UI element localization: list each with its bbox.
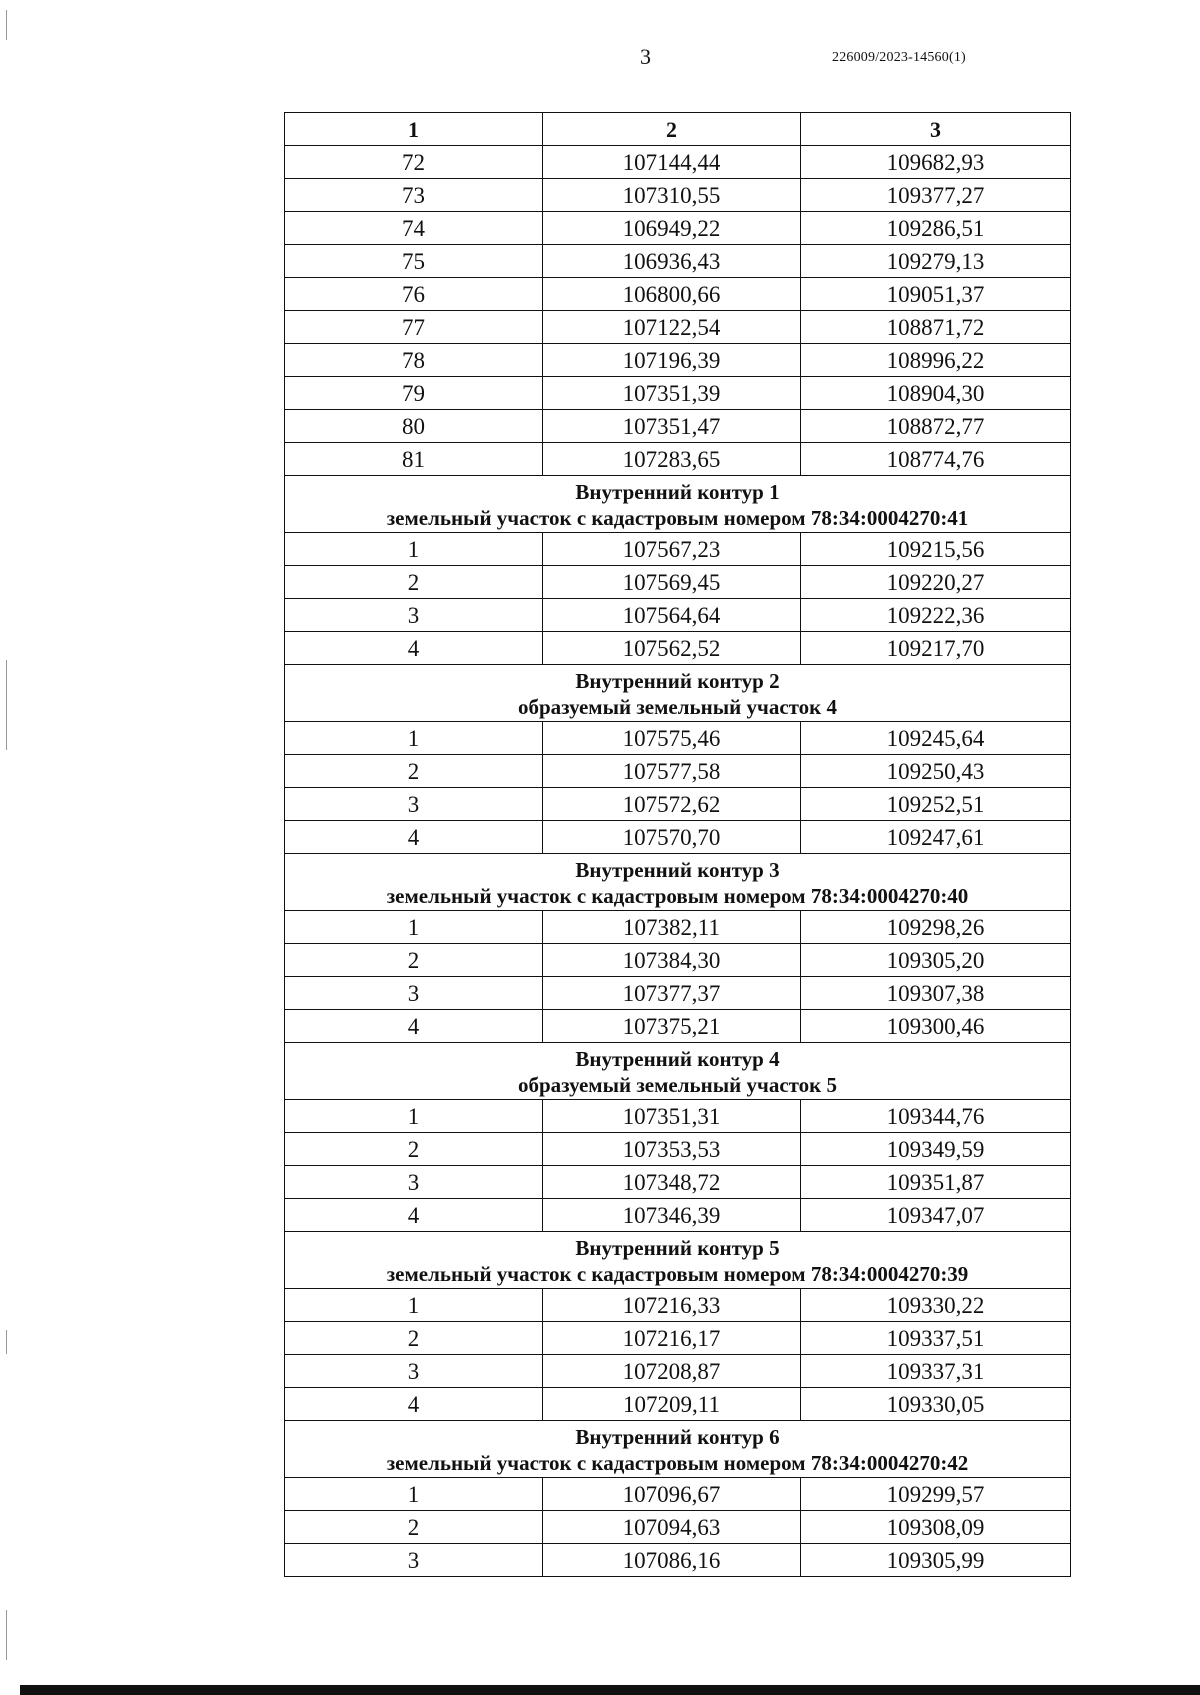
section-title: Внутренний контур 3 <box>575 858 780 882</box>
table-row <box>285 1289 1071 1322</box>
x-coordinate-cell: 107562,52 <box>543 632 801 665</box>
point-number-cell: 3 <box>285 599 543 632</box>
point-number-cell: 3 <box>285 1355 543 1388</box>
y-coordinate-cell: 109305,20 <box>801 944 1071 977</box>
x-coordinate-cell: 107577,58 <box>543 755 801 788</box>
y-coordinate-cell: 108904,30 <box>801 377 1071 410</box>
table-row <box>285 1355 1071 1388</box>
y-coordinate-cell: 108996,22 <box>801 344 1071 377</box>
y-coordinate-cell: 109347,07 <box>801 1199 1071 1232</box>
table-row <box>285 1388 1071 1421</box>
section-header-row <box>285 1043 1071 1100</box>
table-row <box>285 212 1071 245</box>
y-coordinate-cell: 109217,70 <box>801 632 1071 665</box>
column-header-1: 1 <box>285 113 543 146</box>
section-header-cell <box>285 665 1071 722</box>
point-number-cell: 2 <box>285 1133 543 1166</box>
table-row <box>285 1544 1071 1577</box>
section-subtitle: земельный участок с кадастровым номером 78:34:0004270:39 <box>386 1262 969 1286</box>
y-coordinate-cell: 109215,56 <box>801 533 1071 566</box>
coordinates-table <box>284 112 1071 1577</box>
coordinates-table-body <box>285 113 1071 1577</box>
table-row <box>285 1100 1071 1133</box>
table-row <box>285 632 1071 665</box>
x-coordinate-cell: 107377,37 <box>543 977 801 1010</box>
table-row <box>285 599 1071 632</box>
table-row <box>285 1478 1071 1511</box>
point-number-cell: 3 <box>285 977 543 1010</box>
section-header-row <box>285 1232 1071 1289</box>
point-number-cell: 1 <box>285 533 543 566</box>
y-coordinate-cell: 108872,77 <box>801 410 1071 443</box>
x-coordinate-cell: 107094,63 <box>543 1511 801 1544</box>
table-row <box>285 533 1071 566</box>
point-number-cell: 81 <box>285 443 543 476</box>
y-coordinate-cell: 109300,46 <box>801 1010 1071 1043</box>
point-number-cell: 3 <box>285 788 543 821</box>
point-number-cell: 4 <box>285 632 543 665</box>
x-coordinate-cell: 107564,64 <box>543 599 801 632</box>
y-coordinate-cell: 108774,76 <box>801 443 1071 476</box>
x-coordinate-cell: 107351,39 <box>543 377 801 410</box>
table-row <box>285 1511 1071 1544</box>
section-header-row <box>285 665 1071 722</box>
table-row <box>285 1166 1071 1199</box>
y-coordinate-cell: 109220,27 <box>801 566 1071 599</box>
x-coordinate-cell: 107310,55 <box>543 179 801 212</box>
point-number-cell: 3 <box>285 1166 543 1199</box>
x-coordinate-cell: 106949,22 <box>543 212 801 245</box>
x-coordinate-cell: 107216,33 <box>543 1289 801 1322</box>
point-number-cell: 1 <box>285 911 543 944</box>
section-header-cell <box>285 1043 1071 1100</box>
point-number-cell: 2 <box>285 944 543 977</box>
x-coordinate-cell: 106800,66 <box>543 278 801 311</box>
column-header-3: 3 <box>801 113 1071 146</box>
section-title: Внутренний контур 5 <box>575 1236 780 1260</box>
point-number-cell: 4 <box>285 821 543 854</box>
section-subtitle: земельный участок с кадастровым номером 78:34:0004270:42 <box>386 1451 969 1475</box>
x-coordinate-cell: 107086,16 <box>543 1544 801 1577</box>
scan-margin-marks <box>6 0 10 1695</box>
y-coordinate-cell: 109222,36 <box>801 599 1071 632</box>
page-number: 3 <box>640 44 651 69</box>
section-subtitle: образуемый земельный участок 5 <box>517 1073 838 1097</box>
x-coordinate-cell: 107570,70 <box>543 821 801 854</box>
y-coordinate-cell: 109330,05 <box>801 1388 1071 1421</box>
y-coordinate-cell: 109330,22 <box>801 1289 1071 1322</box>
table-row <box>285 344 1071 377</box>
point-number-cell: 75 <box>285 245 543 278</box>
point-number-cell: 72 <box>285 146 543 179</box>
point-number-cell: 1 <box>285 1478 543 1511</box>
table-row <box>285 911 1071 944</box>
point-number-cell: 76 <box>285 278 543 311</box>
y-coordinate-cell: 109337,51 <box>801 1322 1071 1355</box>
table-row <box>285 1322 1071 1355</box>
y-coordinate-cell: 109247,61 <box>801 821 1071 854</box>
x-coordinate-cell: 107283,65 <box>543 443 801 476</box>
point-number-cell: 3 <box>285 1544 543 1577</box>
table-row <box>285 722 1071 755</box>
x-coordinate-cell: 107196,39 <box>543 344 801 377</box>
x-coordinate-cell: 107375,21 <box>543 1010 801 1043</box>
table-row <box>285 1199 1071 1232</box>
x-coordinate-cell: 107348,72 <box>543 1166 801 1199</box>
x-coordinate-cell: 107144,44 <box>543 146 801 179</box>
table-row <box>285 977 1071 1010</box>
x-coordinate-cell: 107351,47 <box>543 410 801 443</box>
table-row <box>285 377 1071 410</box>
section-header-row <box>285 1421 1071 1478</box>
table-row <box>285 1010 1071 1043</box>
table-row <box>285 245 1071 278</box>
table-row <box>285 821 1071 854</box>
section-subtitle: земельный участок с кадастровым номером 78:34:0004270:40 <box>386 884 969 908</box>
y-coordinate-cell: 109299,57 <box>801 1478 1071 1511</box>
section-header-cell <box>285 476 1071 533</box>
point-number-cell: 2 <box>285 1322 543 1355</box>
y-coordinate-cell: 109286,51 <box>801 212 1071 245</box>
section-title: Внутренний контур 6 <box>575 1425 780 1449</box>
point-number-cell: 4 <box>285 1388 543 1421</box>
table-row <box>285 311 1071 344</box>
x-coordinate-cell: 107216,17 <box>543 1322 801 1355</box>
point-number-cell: 79 <box>285 377 543 410</box>
table-row <box>285 443 1071 476</box>
section-header-row <box>285 476 1071 533</box>
y-coordinate-cell: 109252,51 <box>801 788 1071 821</box>
x-coordinate-cell: 107572,62 <box>543 788 801 821</box>
y-coordinate-cell: 109307,38 <box>801 977 1071 1010</box>
column-header-2: 2 <box>543 113 801 146</box>
point-number-cell: 73 <box>285 179 543 212</box>
y-coordinate-cell: 109305,99 <box>801 1544 1071 1577</box>
x-coordinate-cell: 107208,87 <box>543 1355 801 1388</box>
table-row <box>285 278 1071 311</box>
point-number-cell: 78 <box>285 344 543 377</box>
x-coordinate-cell: 106936,43 <box>543 245 801 278</box>
table-row <box>285 566 1071 599</box>
x-coordinate-cell: 107353,53 <box>543 1133 801 1166</box>
section-subtitle: земельный участок с кадастровым номером 78:34:0004270:41 <box>386 506 969 530</box>
y-coordinate-cell: 109337,31 <box>801 1355 1071 1388</box>
section-title: Внутренний контур 1 <box>575 480 780 504</box>
y-coordinate-cell: 108871,72 <box>801 311 1071 344</box>
y-coordinate-cell: 109308,09 <box>801 1511 1071 1544</box>
document-number: 226009/2023-14560(1) <box>832 50 966 65</box>
point-number-cell: 77 <box>285 311 543 344</box>
x-coordinate-cell: 107567,23 <box>543 533 801 566</box>
y-coordinate-cell: 109298,26 <box>801 911 1071 944</box>
y-coordinate-cell: 109250,43 <box>801 755 1071 788</box>
x-coordinate-cell: 107382,11 <box>543 911 801 944</box>
table-row <box>285 944 1071 977</box>
section-header-cell <box>285 1421 1071 1478</box>
section-subtitle: образуемый земельный участок 4 <box>517 695 838 719</box>
y-coordinate-cell: 109351,87 <box>801 1166 1071 1199</box>
point-number-cell: 1 <box>285 722 543 755</box>
point-number-cell: 4 <box>285 1010 543 1043</box>
x-coordinate-cell: 107569,45 <box>543 566 801 599</box>
table-row <box>285 179 1071 212</box>
point-number-cell: 2 <box>285 1511 543 1544</box>
y-coordinate-cell: 109051,37 <box>801 278 1071 311</box>
section-title: Внутренний контур 2 <box>575 669 780 693</box>
x-coordinate-cell: 107122,54 <box>543 311 801 344</box>
table-header-row <box>285 113 1071 146</box>
x-coordinate-cell: 107384,30 <box>543 944 801 977</box>
x-coordinate-cell: 107351,31 <box>543 1100 801 1133</box>
point-number-cell: 4 <box>285 1199 543 1232</box>
y-coordinate-cell: 109349,59 <box>801 1133 1071 1166</box>
x-coordinate-cell: 107209,11 <box>543 1388 801 1421</box>
section-header-cell <box>285 1232 1071 1289</box>
table-row <box>285 146 1071 179</box>
table-row <box>285 788 1071 821</box>
y-coordinate-cell: 109344,76 <box>801 1100 1071 1133</box>
x-coordinate-cell: 107096,67 <box>543 1478 801 1511</box>
scan-bottom-edge <box>20 1685 1200 1695</box>
point-number-cell: 1 <box>285 1100 543 1133</box>
y-coordinate-cell: 109682,93 <box>801 146 1071 179</box>
x-coordinate-cell: 107346,39 <box>543 1199 801 1232</box>
y-coordinate-cell: 109377,27 <box>801 179 1071 212</box>
point-number-cell: 80 <box>285 410 543 443</box>
point-number-cell: 2 <box>285 566 543 599</box>
x-coordinate-cell: 107575,46 <box>543 722 801 755</box>
point-number-cell: 1 <box>285 1289 543 1322</box>
section-header-row <box>285 854 1071 911</box>
table-row <box>285 755 1071 788</box>
table-row <box>285 1133 1071 1166</box>
section-header-cell <box>285 854 1071 911</box>
section-title: Внутренний контур 4 <box>575 1047 780 1071</box>
y-coordinate-cell: 109245,64 <box>801 722 1071 755</box>
y-coordinate-cell: 109279,13 <box>801 245 1071 278</box>
point-number-cell: 2 <box>285 755 543 788</box>
table-row <box>285 410 1071 443</box>
point-number-cell: 74 <box>285 212 543 245</box>
